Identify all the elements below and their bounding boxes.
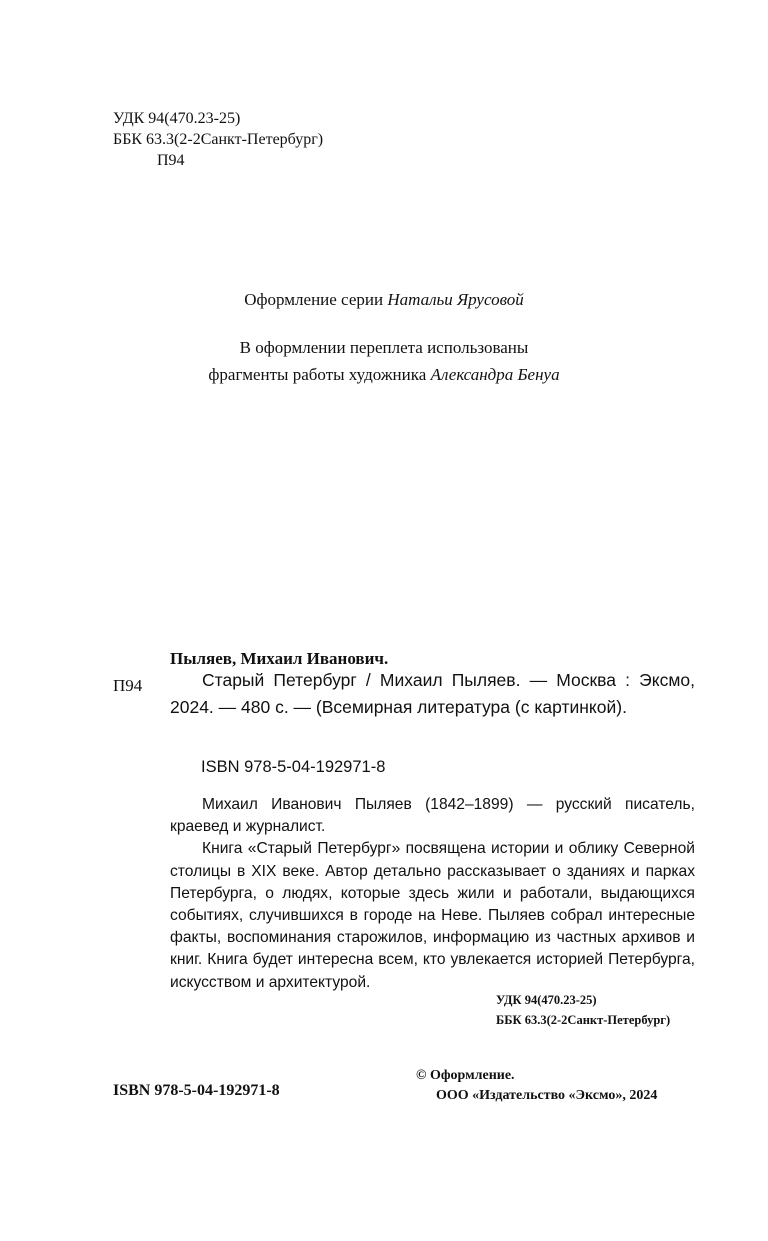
abstract-paragraph-2: Книга «Старый Петербург» посвящена истории и облику Северной столицы в XIX веке. Автор детально рассказывает о зданиях и парках Петербурга, о людях, которые здесь жили и работали, выдающихся событиях, случившихся в городе на Неве. Пыляев собрал интересные факты, воспоминания старожилов, информацию из частных архивов и книг. Книга будет интересна всем, кто увлекается историей Петербурга, искусством и архитектурой.: [170, 840, 695, 991]
binding-credit-line1: В оформлении переплета использованы: [239, 338, 529, 357]
classification-codes-bottom: [496, 990, 670, 1030]
udk-code: УДК 94(470.23-25): [113, 110, 241, 127]
copyright-line2: ООО «Издательство «Эксмо», 2024: [436, 1088, 658, 1103]
udk-code-bottom: УДК 94(470.23-25): [496, 993, 597, 1007]
binding-credit: [0, 334, 768, 388]
classification-codes-top: [113, 108, 323, 171]
series-design-credit: [0, 286, 768, 313]
binding-artist-name: Александра Бенуа: [430, 365, 560, 384]
catalog-author-mark: П94: [113, 676, 143, 695]
author-mark: П94: [157, 152, 185, 169]
abstract-paragraph-1: Михаил Иванович Пыляев (1842–1899) — русский писатель, краевед и журналист.: [170, 796, 695, 836]
book-abstract: [170, 794, 695, 994]
copyright-notice: [416, 1066, 657, 1106]
binding-credit-line2: [0, 361, 768, 388]
catalog-author: Пыляев, Михаил Иванович.: [170, 649, 389, 668]
series-design-prefix: Оформление серии: [244, 290, 384, 309]
series-designer-name: Натальи Ярусовой: [387, 290, 524, 309]
catalog-isbn: ISBN 978-5-04-192971-8: [201, 758, 386, 776]
bbk-code-bottom: ББК 63.3(2-2Санкт-Петербург): [496, 1013, 671, 1027]
isbn-footer: ISBN 978-5-04-192971-8: [113, 1082, 280, 1099]
binding-credit-prefix: фрагменты работы художника: [208, 365, 427, 384]
catalog-description: Старый Петербург / Михаил Пыляев. — Москва : Эксмо, 2024. — 480 с. — (Всемирная литература (с картинкой).: [170, 670, 695, 717]
copyright-line1: © Оформление.: [416, 1068, 515, 1083]
bbk-code: ББК 63.3(2-2Санкт-Петербург): [113, 131, 324, 148]
